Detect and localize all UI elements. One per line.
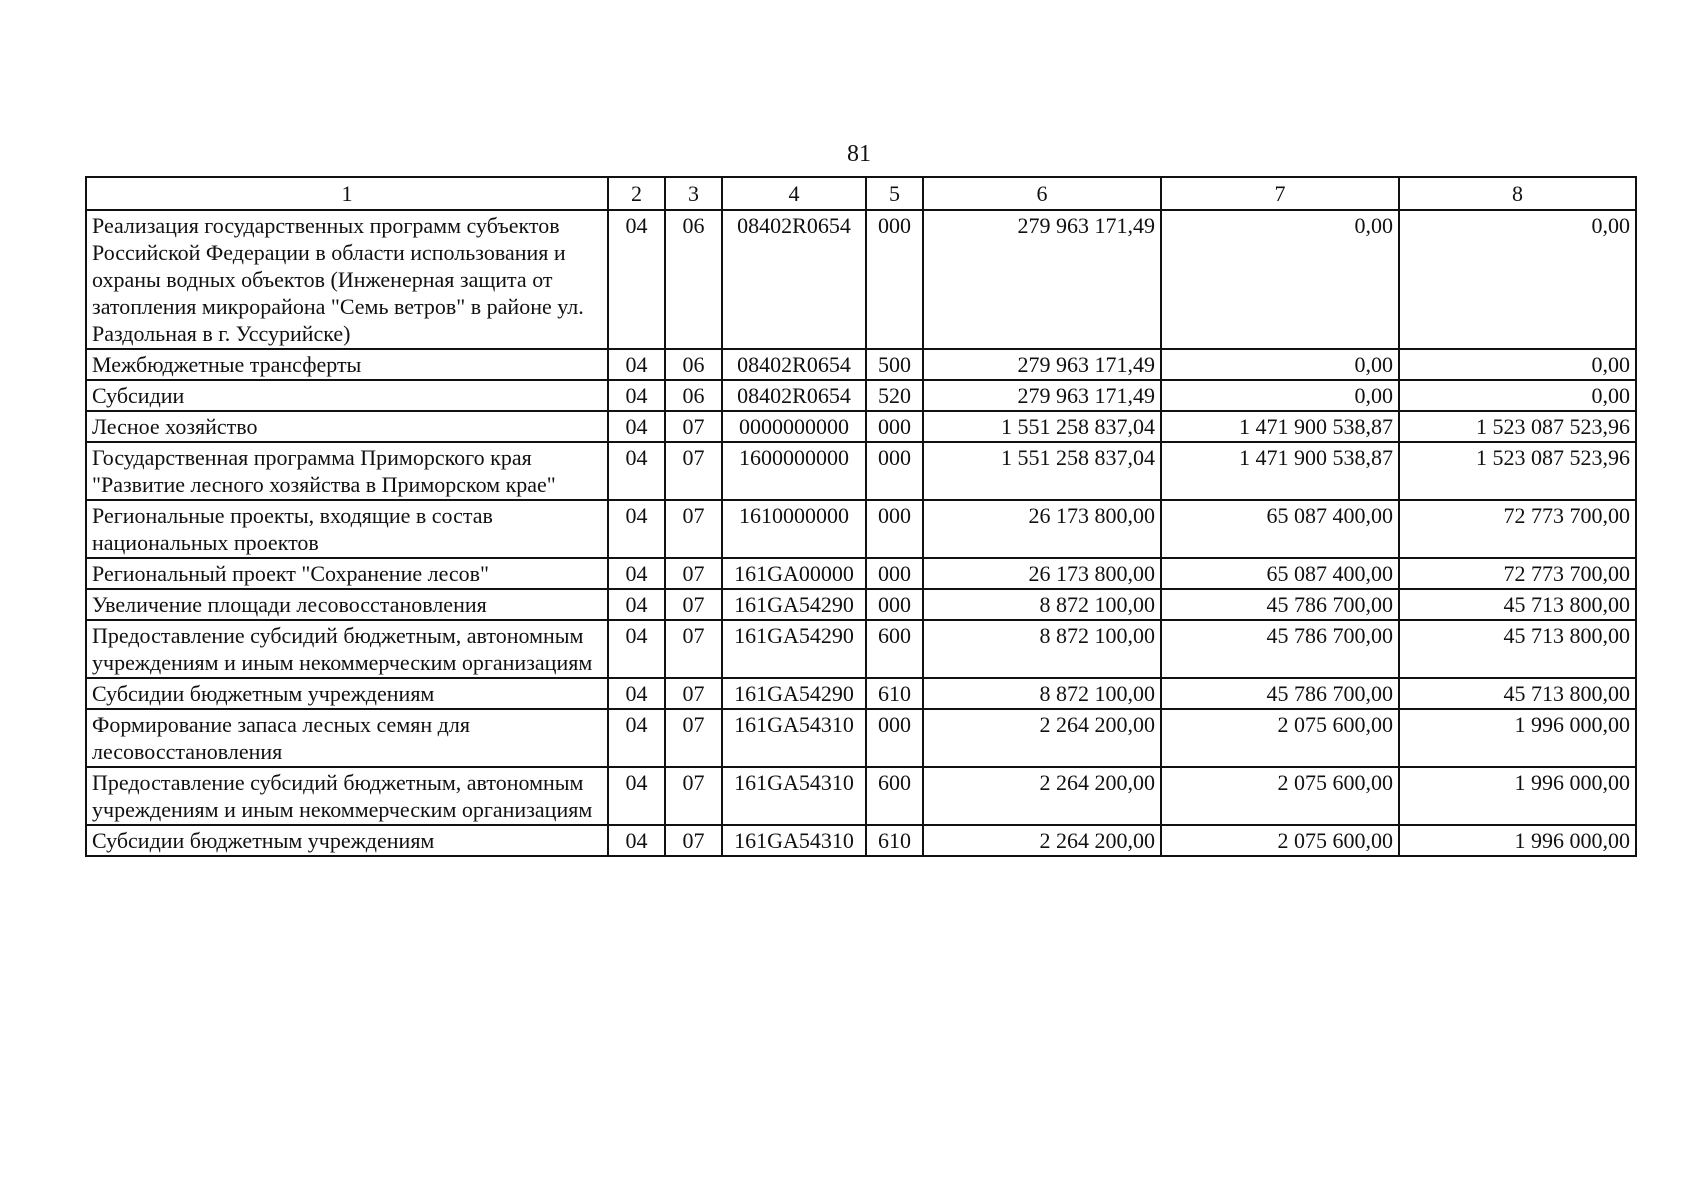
amount-col6-cell: 1 551 258 837,04 xyxy=(923,411,1161,442)
subsection-code-cell: 07 xyxy=(665,589,722,620)
section-code-cell: 04 xyxy=(608,210,665,349)
expense-type-cell: 000 xyxy=(866,411,923,442)
table-row xyxy=(86,380,1636,411)
target-article-cell: 1600000000 xyxy=(722,442,866,500)
item-name-cell: Региональные проекты, входящие в состав национальных проектов xyxy=(86,500,608,558)
header-cell: 5 xyxy=(866,177,923,210)
amount-col8-cell: 45 713 800,00 xyxy=(1399,678,1636,709)
table-row xyxy=(86,709,1636,767)
header-cell: 3 xyxy=(665,177,722,210)
amount-col8-cell: 0,00 xyxy=(1399,349,1636,380)
section-code-cell: 04 xyxy=(608,349,665,380)
amount-col6-cell: 2 264 200,00 xyxy=(923,709,1161,767)
header-row xyxy=(86,177,1636,210)
subsection-code-cell: 07 xyxy=(665,825,722,856)
target-article-cell: 161GA54310 xyxy=(722,767,866,825)
target-article-cell: 161GA54290 xyxy=(722,678,866,709)
header-cell: 8 xyxy=(1399,177,1636,210)
amount-col6-cell: 279 963 171,49 xyxy=(923,349,1161,380)
amount-col8-cell: 1 996 000,00 xyxy=(1399,709,1636,767)
section-code-cell: 04 xyxy=(608,500,665,558)
amount-col7-cell: 65 087 400,00 xyxy=(1161,558,1399,589)
target-article-cell: 161GA54290 xyxy=(722,620,866,678)
expense-type-cell: 000 xyxy=(866,558,923,589)
section-code-cell: 04 xyxy=(608,825,665,856)
amount-col7-cell: 45 786 700,00 xyxy=(1161,678,1399,709)
section-code-cell: 04 xyxy=(608,589,665,620)
subsection-code-cell: 07 xyxy=(665,709,722,767)
target-article-cell: 08402R0654 xyxy=(722,349,866,380)
expense-type-cell: 600 xyxy=(866,620,923,678)
item-name-cell: Субсидии xyxy=(86,380,608,411)
subsection-code-cell: 07 xyxy=(665,500,722,558)
expense-type-cell: 000 xyxy=(866,500,923,558)
subsection-code-cell: 07 xyxy=(665,411,722,442)
expense-type-cell: 610 xyxy=(866,825,923,856)
target-article-cell: 161GA54310 xyxy=(722,825,866,856)
subsection-code-cell: 07 xyxy=(665,767,722,825)
expense-type-cell: 610 xyxy=(866,678,923,709)
amount-col7-cell: 1 471 900 538,87 xyxy=(1161,411,1399,442)
amount-col6-cell: 26 173 800,00 xyxy=(923,558,1161,589)
amount-col6-cell: 1 551 258 837,04 xyxy=(923,442,1161,500)
target-article-cell: 0000000000 xyxy=(722,411,866,442)
section-code-cell: 04 xyxy=(608,767,665,825)
expense-type-cell: 000 xyxy=(866,442,923,500)
amount-col6-cell: 279 963 171,49 xyxy=(923,210,1161,349)
amount-col6-cell: 279 963 171,49 xyxy=(923,380,1161,411)
item-name-cell: Государственная программа Приморского края "Развитие лесного хозяйства в Приморском крае" xyxy=(86,442,608,500)
amount-col8-cell: 0,00 xyxy=(1399,380,1636,411)
header-cell: 7 xyxy=(1161,177,1399,210)
amount-col7-cell: 0,00 xyxy=(1161,349,1399,380)
amount-col8-cell: 45 713 800,00 xyxy=(1399,620,1636,678)
table-row xyxy=(86,620,1636,678)
section-code-cell: 04 xyxy=(608,620,665,678)
amount-col8-cell: 45 713 800,00 xyxy=(1399,589,1636,620)
table-row xyxy=(86,678,1636,709)
expense-type-cell: 000 xyxy=(866,210,923,349)
amount-col6-cell: 8 872 100,00 xyxy=(923,620,1161,678)
subsection-code-cell: 07 xyxy=(665,678,722,709)
item-name-cell: Предоставление субсидий бюджетным, автономным учреждениям и иным некоммерческим организациям xyxy=(86,767,608,825)
amount-col7-cell: 0,00 xyxy=(1161,210,1399,349)
target-article-cell: 161GA54290 xyxy=(722,589,866,620)
item-name-cell: Реализация государственных программ субъектов Российской Федерации в области использования и охраны водных объектов (Инженерная защита от затопления микрорайона "Семь ветров" в районе ул. Раздольная в г. Уссурийске) xyxy=(86,210,608,349)
amount-col6-cell: 26 173 800,00 xyxy=(923,500,1161,558)
header-cell: 2 xyxy=(608,177,665,210)
table-row xyxy=(86,589,1636,620)
amount-col8-cell: 72 773 700,00 xyxy=(1399,500,1636,558)
expense-type-cell: 600 xyxy=(866,767,923,825)
amount-col8-cell: 1 523 087 523,96 xyxy=(1399,411,1636,442)
item-name-cell: Формирование запаса лесных семян для лесовосстановления xyxy=(86,709,608,767)
amount-col6-cell: 2 264 200,00 xyxy=(923,767,1161,825)
amount-col7-cell: 45 786 700,00 xyxy=(1161,589,1399,620)
header-cell: 1 xyxy=(86,177,608,210)
expense-type-cell: 000 xyxy=(866,709,923,767)
amount-col8-cell: 1 996 000,00 xyxy=(1399,825,1636,856)
section-code-cell: 04 xyxy=(608,558,665,589)
amount-col7-cell: 1 471 900 538,87 xyxy=(1161,442,1399,500)
item-name-cell: Лесное хозяйство xyxy=(86,411,608,442)
item-name-cell: Предоставление субсидий бюджетным, автономным учреждениям и иным некоммерческим организациям xyxy=(86,620,608,678)
target-article-cell: 1610000000 xyxy=(722,500,866,558)
section-code-cell: 04 xyxy=(608,678,665,709)
subsection-code-cell: 06 xyxy=(665,349,722,380)
amount-col7-cell: 0,00 xyxy=(1161,380,1399,411)
page-number: 81 xyxy=(847,141,871,167)
item-name-cell: Субсидии бюджетным учреждениям xyxy=(86,825,608,856)
expense-type-cell: 520 xyxy=(866,380,923,411)
table-row xyxy=(86,558,1636,589)
target-article-cell: 161GA00000 xyxy=(722,558,866,589)
amount-col8-cell: 1 996 000,00 xyxy=(1399,767,1636,825)
table-row xyxy=(86,442,1636,500)
item-name-cell: Субсидии бюджетным учреждениям xyxy=(86,678,608,709)
target-article-cell: 161GA54310 xyxy=(722,709,866,767)
amount-col7-cell: 2 075 600,00 xyxy=(1161,825,1399,856)
subsection-code-cell: 07 xyxy=(665,442,722,500)
table-row xyxy=(86,349,1636,380)
table-row xyxy=(86,767,1636,825)
section-code-cell: 04 xyxy=(608,411,665,442)
amount-col8-cell: 72 773 700,00 xyxy=(1399,558,1636,589)
amount-col7-cell: 45 786 700,00 xyxy=(1161,620,1399,678)
subsection-code-cell: 07 xyxy=(665,558,722,589)
target-article-cell: 08402R0654 xyxy=(722,210,866,349)
header-cell: 4 xyxy=(722,177,866,210)
expense-type-cell: 500 xyxy=(866,349,923,380)
item-name-cell: Региональный проект "Сохранение лесов" xyxy=(86,558,608,589)
amount-col8-cell: 1 523 087 523,96 xyxy=(1399,442,1636,500)
section-code-cell: 04 xyxy=(608,709,665,767)
section-code-cell: 04 xyxy=(608,380,665,411)
header-cell: 6 xyxy=(923,177,1161,210)
target-article-cell: 08402R0654 xyxy=(722,380,866,411)
subsection-code-cell: 07 xyxy=(665,620,722,678)
amount-col7-cell: 65 087 400,00 xyxy=(1161,500,1399,558)
amount-col6-cell: 8 872 100,00 xyxy=(923,678,1161,709)
budget-table xyxy=(85,176,1637,857)
table-row xyxy=(86,210,1636,349)
amount-col6-cell: 8 872 100,00 xyxy=(923,589,1161,620)
item-name-cell: Увеличение площади лесовосстановления xyxy=(86,589,608,620)
table-row xyxy=(86,411,1636,442)
table-row xyxy=(86,500,1636,558)
section-code-cell: 04 xyxy=(608,442,665,500)
amount-col6-cell: 2 264 200,00 xyxy=(923,825,1161,856)
expense-type-cell: 000 xyxy=(866,589,923,620)
table-row xyxy=(86,825,1636,856)
amount-col7-cell: 2 075 600,00 xyxy=(1161,767,1399,825)
item-name-cell: Межбюджетные трансферты xyxy=(86,349,608,380)
amount-col8-cell: 0,00 xyxy=(1399,210,1636,349)
amount-col7-cell: 2 075 600,00 xyxy=(1161,709,1399,767)
subsection-code-cell: 06 xyxy=(665,380,722,411)
subsection-code-cell: 06 xyxy=(665,210,722,349)
